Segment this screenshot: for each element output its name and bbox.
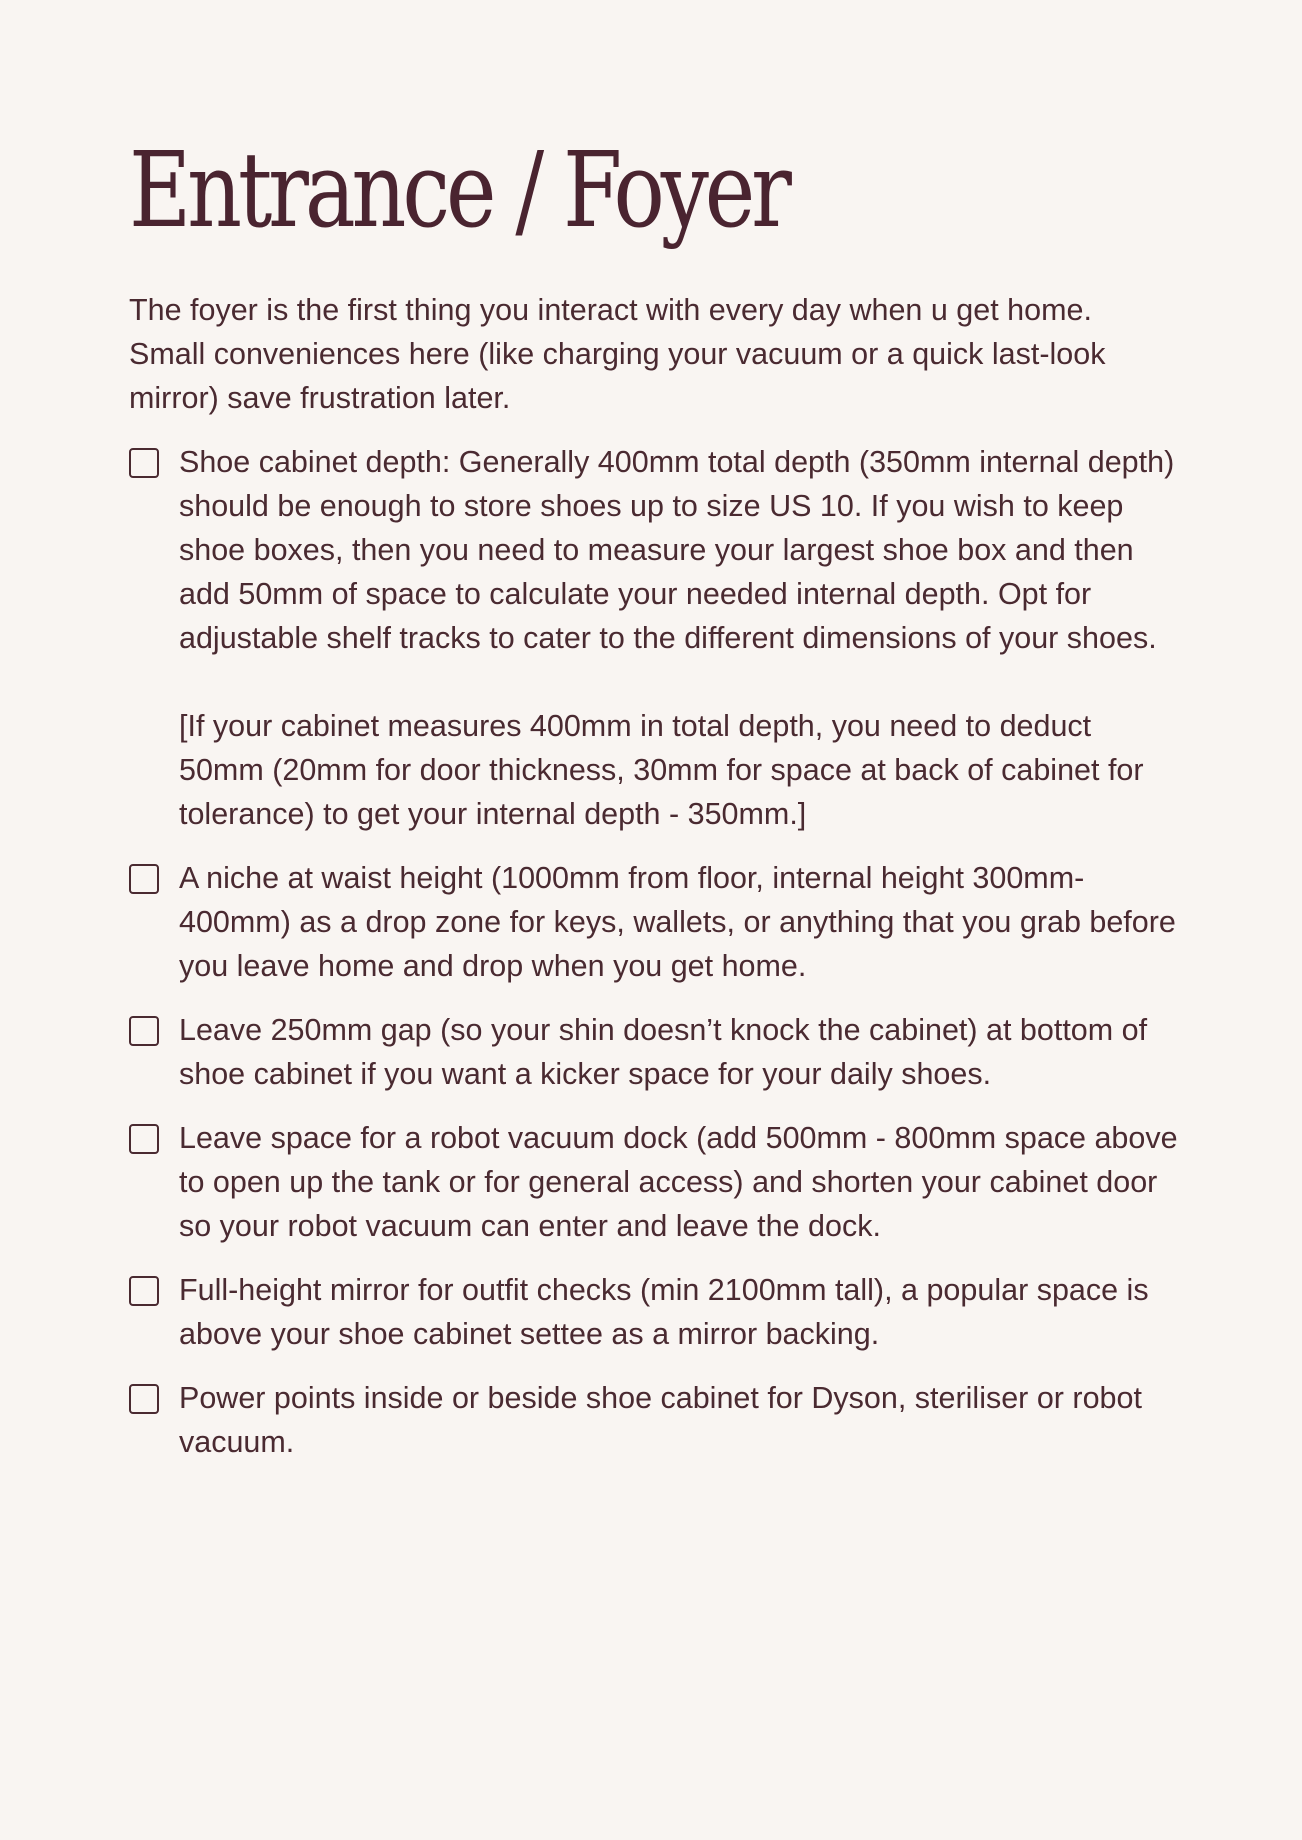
checklist-item-power-points: [129, 1376, 1179, 1464]
checkbox[interactable]: [129, 1384, 159, 1414]
checkbox[interactable]: [129, 864, 159, 894]
checklist-item-text: Shoe cabinet depth: Generally 400mm total depth (350mm internal depth) should be enough to store shoes up to size US 10. If you wish to keep shoe boxes, then you need to measure your largest shoe box and then add 50mm of space to calculate your needed internal depth. Opt for adjustable shelf tracks to cater to the different dimensions of your shoes. [If your cabinet measures 400mm in total depth, you need to deduct 50mm (20mm for door thickness, 30mm for space at back of cabinet for tolerance) to get your internal depth - 350mm.]: [179, 445, 1175, 831]
checklist-item-robot-vacuum-dock: [129, 1116, 1179, 1248]
intro-paragraph: The foyer is the first thing you interact with every day when u get home. Small conveniences here (like charging your vacuum or a quick last-look mirror) save frustration later.: [129, 293, 1106, 415]
checklist-item-text: Power points inside or beside shoe cabinet for Dyson, steriliser or robot vacuum.: [179, 1381, 1142, 1459]
checkbox[interactable]: [129, 448, 159, 478]
checklist-item-text: Leave 250mm gap (so your shin doesn’t knock the cabinet) at bottom of shoe cabinet if you want a kicker space for your daily shoes.: [179, 1013, 1148, 1091]
checklist-item-full-height-mirror: [129, 1268, 1179, 1356]
checklist-item-kicker-gap: [129, 1008, 1179, 1096]
checklist-item-text: Full-height mirror for outfit checks (min 2100mm tall), a popular space is above your shoe cabinet settee as a mirror backing.: [179, 1273, 1149, 1351]
checklist-item-waist-niche: [129, 856, 1179, 988]
page-title: Entrance / Foyer: [129, 129, 788, 251]
checklist: [129, 440, 1179, 1464]
checkbox[interactable]: [129, 1124, 159, 1154]
checklist-item-text: A niche at waist height (1000mm from floor, internal height 300mm-400mm) as a drop zone for keys, wallets, or anything that you grab before you leave home and drop when you get home.: [179, 861, 1176, 983]
checkbox[interactable]: [129, 1016, 159, 1046]
document-page: [129, 129, 1179, 1484]
checkbox[interactable]: [129, 1276, 159, 1306]
checklist-item-text: Leave space for a robot vacuum dock (add 500mm - 800mm space above to open up the tank or for general access) and shorten your cabinet door so your robot vacuum can enter and leave the dock.: [179, 1121, 1178, 1243]
checklist-item-shoe-cabinet-depth: [129, 440, 1179, 836]
